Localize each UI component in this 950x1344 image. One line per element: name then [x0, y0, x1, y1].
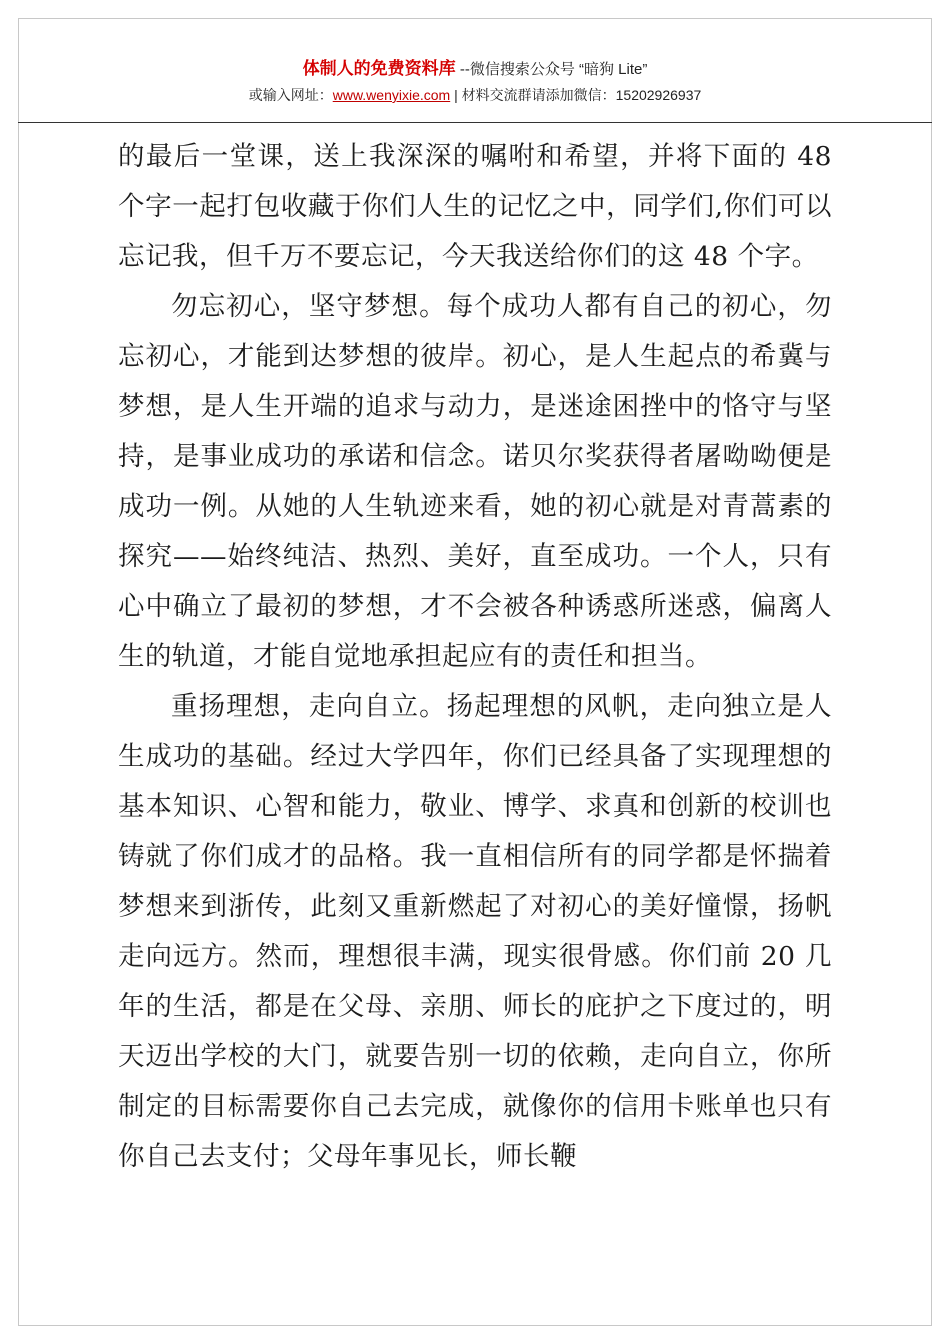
header-divider	[18, 122, 932, 123]
watermark-contact: | 材料交流群请添加微信：15202926937	[450, 87, 702, 103]
watermark-title: 体制人的免费资料库	[302, 59, 456, 78]
watermark-url-prefix: 或输入网址：	[248, 87, 333, 103]
watermark-line-1	[75, 56, 875, 82]
paragraph: 的最后一堂课，送上我深深的嘱咐和希望，并将下面的 48 个字一起打包收藏于你们人生的记忆之中，同学们,你们可以忘记我，但千万不要忘记，今天我送给你们的这 48 个字。	[118, 141, 832, 272]
watermark-line-2	[75, 85, 875, 106]
watermark-banner	[75, 56, 875, 106]
document-body	[118, 132, 832, 1182]
watermark-subtitle: --微信搜索公众号 “暗狗 Lite”	[455, 61, 648, 78]
watermark-url-link[interactable]: www.wenyixie.com	[332, 87, 451, 103]
paragraph: 重扬理想，走向自立。扬起理想的风帆，走向独立是人生成功的基础。经过大学四年，你们已经具备了实现理想的基本知识、心智和能力，敬业、博学、求真和创新的校训也铸就了你们成才的品格。我一直相信所有的同学都是怀揣着梦想来到浙传，此刻又重新燃起了对初心的美好憧憬，扬帆走向远方。然而，理想很丰满，现实很骨感。你们前 20 几年的生活，都是在父母、亲朋、师长的庇护之下度过的，明天迈出学校的大门，就要告别一切的依赖，走向自立，你所制定的目标需要你自己去完成，就像你的信用卡账单也只有你自己去支付；父母年事见长，师长鞭	[118, 691, 832, 1172]
paragraph: 勿忘初心，坚守梦想。每个成功人都有自己的初心，勿忘初心，才能到达梦想的彼岸。初心，是人生起点的希冀与梦想，是人生开端的追求与动力，是迷途困挫中的恪守与坚持，是事业成功的承诺和信念。诺贝尔奖获得者屠呦呦便是成功一例。从她的人生轨迹来看，她的初心就是对青蒿素的探究——始终纯洁、热烈、美好，直至成功。一个人，只有心中确立了最初的梦想，才不会被各种诱惑所迷惑，偏离人生的轨道，才能自觉地承担起应有的责任和担当。	[118, 291, 832, 672]
